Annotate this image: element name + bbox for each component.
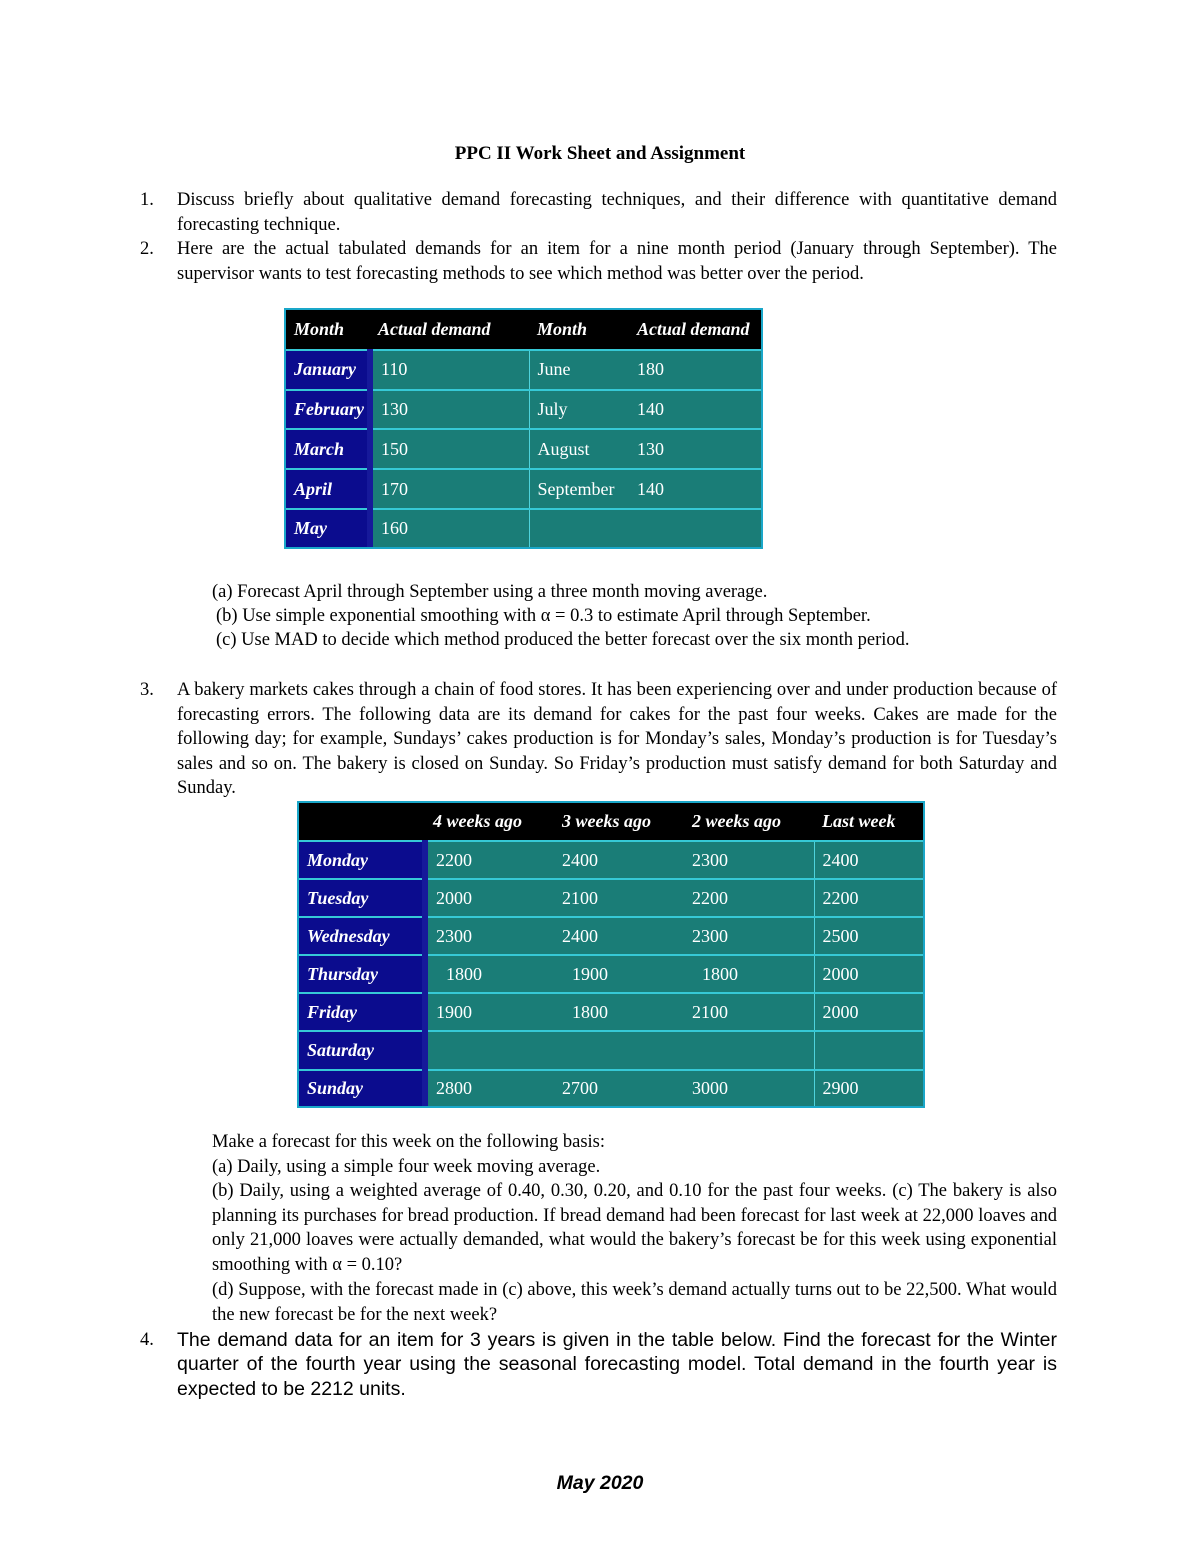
month-cell: January [286, 350, 370, 390]
q2-part-a: (a) Forecast April through September using a three month moving average. [212, 582, 768, 602]
table-header-row [286, 310, 761, 350]
month-cell [529, 509, 629, 547]
demand-cell: 130 [629, 429, 761, 469]
month-cell: April [286, 469, 370, 509]
demand-cell: 2300 [684, 917, 814, 955]
month-cell: May [286, 509, 370, 547]
demand-cell: 180 [629, 350, 761, 390]
weekly-cake-demand-table [297, 801, 925, 1108]
q3-intro: Make a forecast for this week on the following basis: [212, 1132, 606, 1152]
demand-cell: 2200 [814, 879, 923, 917]
question-text: Discuss briefly about qualitative demand forecasting techniques, and their difference with quantitative demand forecasting technique. [177, 190, 1057, 235]
demand-cell: 160 [370, 509, 529, 547]
column-header: Month [529, 310, 629, 350]
column-header: 4 weeks ago [425, 803, 554, 841]
demand-cell: 1800 [684, 955, 814, 993]
month-cell: February [286, 390, 370, 430]
demand-cell: 2900 [814, 1070, 923, 1106]
month-cell: September [529, 469, 629, 509]
demand-cell: 2100 [554, 879, 684, 917]
demand-cell [629, 509, 761, 547]
demand-cell: 130 [370, 390, 529, 430]
demand-cell: 170 [370, 469, 529, 509]
month-cell: March [286, 429, 370, 469]
demand-cell: 2300 [684, 841, 814, 879]
demand-cell: 2200 [684, 879, 814, 917]
demand-cell [554, 1031, 684, 1069]
page-footer: May 2020 [556, 1472, 644, 1494]
demand-cell: 2000 [814, 955, 923, 993]
table-row [299, 993, 923, 1031]
day-cell: Sunday [299, 1070, 425, 1106]
column-header: Last week [814, 803, 923, 841]
table-row [286, 390, 761, 430]
demand-cell: 110 [370, 350, 529, 390]
column-header: Actual demand [370, 310, 529, 350]
demand-cell: 2300 [425, 917, 554, 955]
demand-cell: 2500 [814, 917, 923, 955]
monthly-demand-table [284, 308, 763, 549]
question-number: 3. [140, 680, 154, 700]
column-header: 3 weeks ago [554, 803, 684, 841]
table-header-row [299, 803, 923, 841]
day-cell: Friday [299, 993, 425, 1031]
demand-cell [684, 1031, 814, 1069]
demand-cell: 1900 [554, 955, 684, 993]
table-row [299, 841, 923, 879]
q3-part-d: (d) Suppose, with the forecast made in (c) above, this week’s demand actually turns out to be 22,500. What would the new forecast be for the next week? [212, 1280, 1057, 1325]
demand-cell: 2400 [554, 917, 684, 955]
table-row [299, 879, 923, 917]
q3-part-b-c: (b) Daily, using a weighted average of 0.40, 0.30, 0.20, and 0.10 for the past four weeks. (c) The bakery is also planning its purchases for bread production. If bread demand had been forecast for last week at 22,000 loaves and only 21,000 loaves were actually demanded, what would the bakery’s forecast be for this week using exponential smoothing with α = 0.10? [212, 1181, 1057, 1275]
demand-cell: 2000 [814, 993, 923, 1031]
month-cell: July [529, 390, 629, 430]
demand-cell [425, 1031, 554, 1069]
q2-part-c: (c) Use MAD to decide which method produced the better forecast over the six month period. [216, 630, 910, 650]
demand-cell: 2400 [814, 841, 923, 879]
day-cell: Saturday [299, 1031, 425, 1069]
demand-cell: 2400 [554, 841, 684, 879]
question-4 [140, 1328, 1057, 1403]
demand-cell: 2800 [425, 1070, 554, 1106]
demand-cell: 1900 [425, 993, 554, 1031]
q3-part-a: (a) Daily, using a simple four week moving average. [212, 1157, 601, 1177]
demand-cell: 140 [629, 469, 761, 509]
table-row [299, 917, 923, 955]
column-header: Actual demand [629, 310, 761, 350]
table-row [299, 1070, 923, 1106]
table-row [286, 509, 761, 547]
q2-part-b: (b) Use simple exponential smoothing with α = 0.3 to estimate April through September. [216, 606, 871, 626]
demand-cell [814, 1031, 923, 1069]
day-cell: Thursday [299, 955, 425, 993]
question-text: A bakery markets cakes through a chain of food stores. It has been experiencing over and under production because of forecasting errors. The following data are its demand for cakes for the past four weeks. Cakes are made for the following day; for example, Sundays’ cakes production is for Monday’s sales, Monday’s production is for Tuesday’s sales and so on. The bakery is closed on Sunday. So Friday’s production must satisfy demand for both Saturday and Sunday. [177, 680, 1057, 799]
table-row [286, 469, 761, 509]
question-text: The demand data for an item for 3 years is given in the table below. Find the forecast for the Winter quarter of the fourth year using the seasonal forecasting model. Total demand in the fourth year is expected to be 2212 units. [177, 1329, 1057, 1400]
column-header: Month [286, 310, 370, 350]
question-text: Here are the actual tabulated demands for an item for a nine month period (January through September). The supervisor wants to test forecasting methods to see which method was better over the period. [177, 239, 1057, 284]
demand-cell: 2200 [425, 841, 554, 879]
month-cell: June [529, 350, 629, 390]
question-number: 2. [140, 239, 154, 259]
question-2 [140, 237, 1057, 312]
demand-cell: 2100 [684, 993, 814, 1031]
demand-cell: 140 [629, 390, 761, 430]
demand-cell: 150 [370, 429, 529, 469]
demand-cell: 2000 [425, 879, 554, 917]
table-row [299, 1031, 923, 1069]
question-1 [140, 188, 1057, 238]
page-title: PPC II Work Sheet and Assignment [454, 143, 746, 164]
demand-cell: 1800 [554, 993, 684, 1031]
demand-cell: 3000 [684, 1070, 814, 1106]
demand-cell: 2700 [554, 1070, 684, 1106]
demand-cell: 1800 [425, 955, 554, 993]
month-cell: August [529, 429, 629, 469]
column-header [299, 803, 425, 841]
day-cell: Wednesday [299, 917, 425, 955]
question-number: 4. [140, 1330, 154, 1350]
table-row [286, 429, 761, 469]
question-number: 1. [140, 190, 154, 210]
table-row [299, 955, 923, 993]
day-cell: Monday [299, 841, 425, 879]
column-header: 2 weeks ago [684, 803, 814, 841]
day-cell: Tuesday [299, 879, 425, 917]
question-3 [140, 678, 1057, 802]
table-row [286, 350, 761, 390]
